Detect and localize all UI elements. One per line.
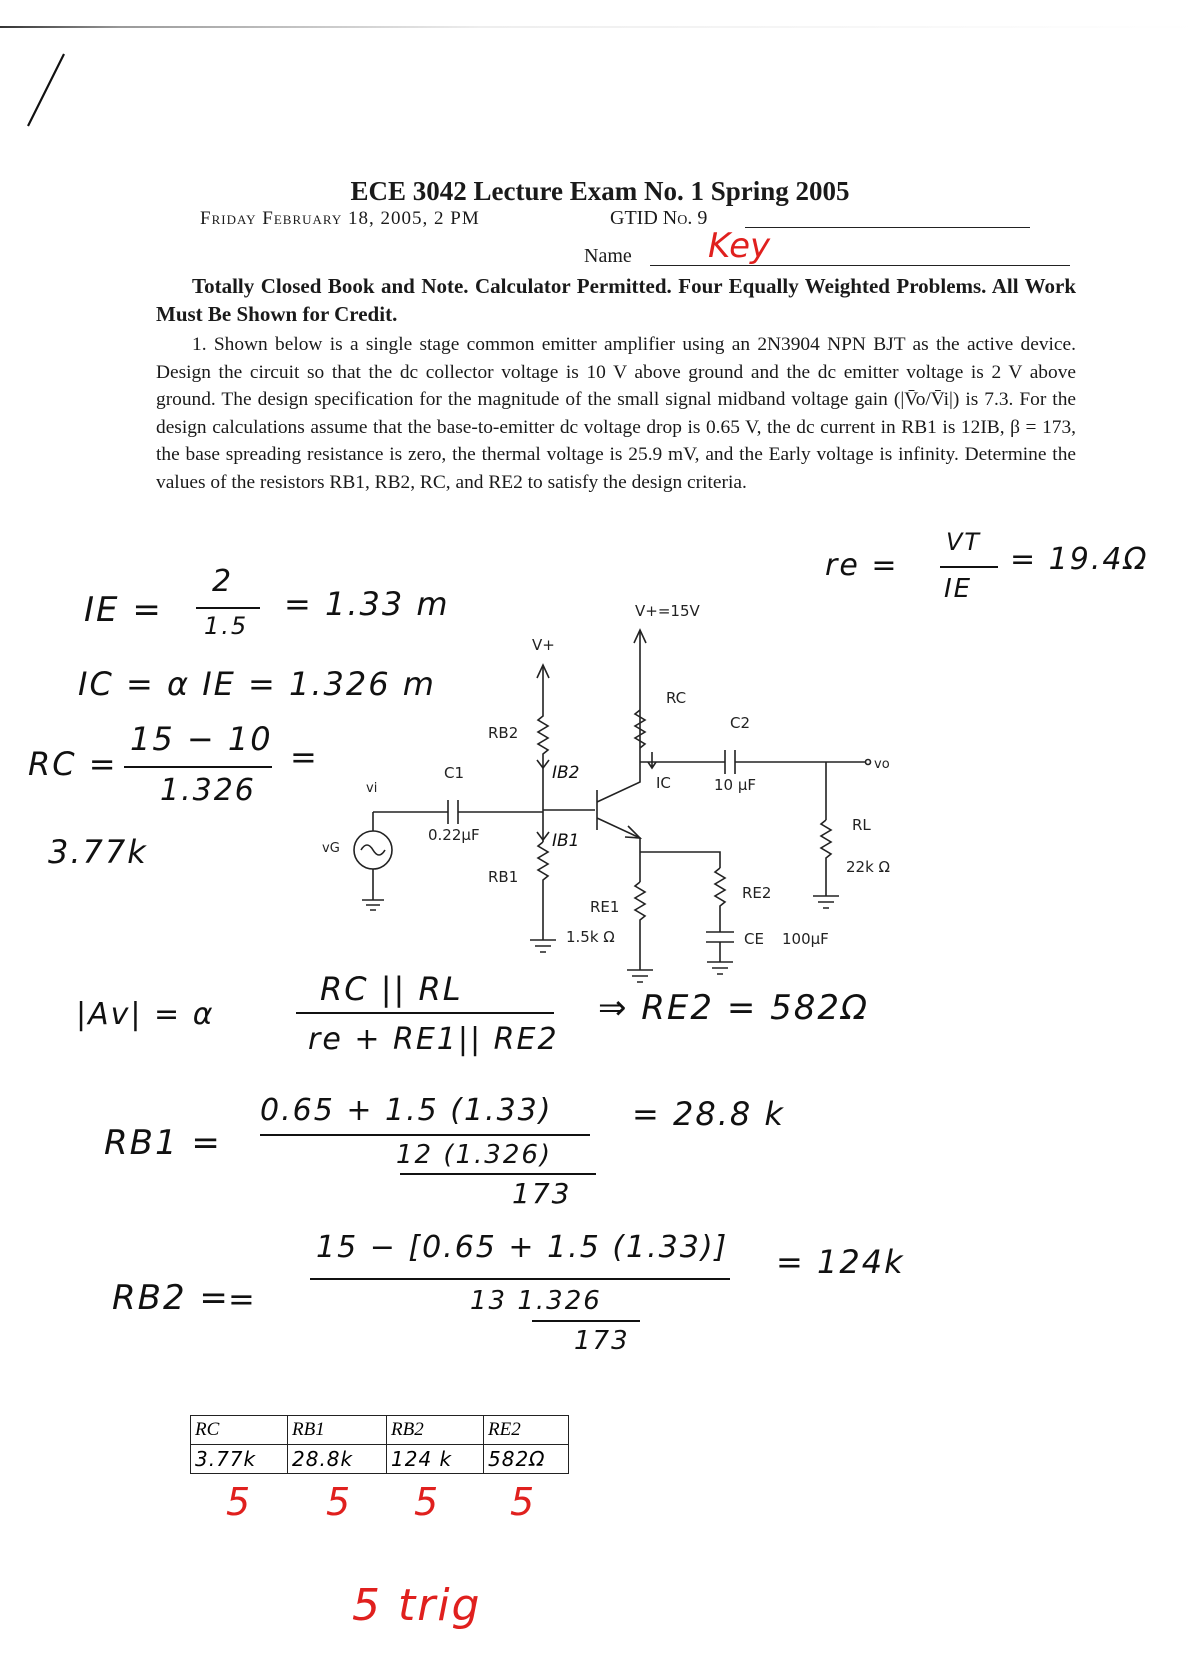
value-rb1: 28.8k — [288, 1445, 387, 1474]
re2-label: RE2 — [742, 884, 772, 902]
rc-label: RC — [666, 689, 687, 707]
ce-label: CE — [744, 930, 764, 948]
exam-title: ECE 3042 Lecture Exam No. 1 Spring 2005 — [350, 176, 850, 206]
re1-label: RE1 — [590, 898, 620, 916]
ic-line: IC = α IE = 1.326 m — [78, 665, 436, 703]
header-rb1: RB1 — [288, 1416, 387, 1445]
c1-capacitor — [448, 800, 458, 824]
exam-date: Friday February 18, 2005, 2 PM — [200, 208, 480, 229]
rc-den: 1.326 — [160, 773, 256, 808]
ce-capacitor — [706, 932, 734, 942]
rb1-resistor — [538, 842, 548, 940]
value-rb2: 124 k — [387, 1445, 484, 1474]
score-3: 5 — [414, 1480, 441, 1524]
ie-den: 1.5 — [204, 612, 249, 640]
score-2: 5 — [326, 1480, 353, 1524]
rb1-num: 0.65 + 1.5 (1.33) — [260, 1093, 553, 1128]
gtid-label: GTID No. 9 — [610, 207, 708, 229]
results-value-row — [191, 1445, 569, 1474]
value-rc: 3.77k — [191, 1445, 288, 1474]
c1-label: C1 — [444, 764, 465, 782]
results-header-row — [191, 1416, 569, 1445]
re2-resistor — [715, 868, 725, 912]
rl-value: 22k Ω — [846, 858, 891, 876]
av-num: RC || RL — [320, 970, 463, 1008]
rc-lhs: RC = — [28, 745, 118, 783]
rb1-den-bar — [400, 1173, 596, 1175]
rc-eq: = — [290, 738, 319, 776]
av-fraction-bar — [296, 1012, 554, 1014]
rb2-result: = 124k — [776, 1243, 905, 1281]
ie-lhs: IE = — [84, 590, 163, 630]
re-lhs: re = — [825, 548, 899, 583]
re-num: VT — [946, 528, 982, 556]
problem-text: 1. Shown below is a single stage common emitter amplifier using an 2N3904 NPN BJT as the active device. Design the circuit so that the dc collector voltage is 10 V above ground and the dc emitter voltage is 2 V above ground. The design specification for the magnitude of the small signal midband voltage gain (|V̄o/V̄i|) is 7.3. For the design calculations assume that the base-to-emitter dc voltage drop is 0.65 V, the dc current in RB1 is 12IB, β = 173, the base spreading resistance is zero, the thermal voltage is 25.9 mV, and the Early voltage is infinity. Determine the values of the resistors RB1, RB2, RC, and RE2 to satisfy the design criteria. — [156, 334, 1076, 493]
rb2-fraction-bar — [310, 1278, 730, 1280]
av-lhs: |Av| = α — [76, 997, 215, 1032]
c2-value: 10 μF — [714, 776, 757, 794]
rb2-den1: 13 1.326 — [470, 1286, 602, 1316]
rb1-label: RB1 — [488, 868, 519, 886]
rb2-eq: = — [228, 1280, 257, 1318]
ic-label: IC — [656, 774, 671, 792]
instructions: Totally Closed Book and Note. Calculator Permitted. Four Equally Weighted Problems. All Work Must Be Shown for Credit. — [156, 274, 1076, 326]
re1-value: 1.5k Ω — [566, 928, 615, 946]
rb2-den2: 173 — [574, 1326, 630, 1356]
name-value: Key — [708, 226, 771, 266]
ib2-label: IB2 — [552, 763, 580, 783]
rb2-num: 15 − [0.65 + 1.5 (1.33)] — [316, 1230, 729, 1265]
value-re2: 582Ω — [484, 1445, 569, 1474]
ib1-label: IB1 — [552, 831, 580, 851]
vcc-label: V+=15V — [635, 602, 700, 620]
re-den: IE — [944, 574, 973, 604]
rb1-den1: 12 (1.326) — [396, 1140, 553, 1170]
results-table — [190, 1415, 569, 1474]
c2-capacitor — [725, 750, 735, 774]
header-re2: RE2 — [484, 1416, 569, 1445]
rl-resistor — [821, 820, 831, 866]
score-1: 5 — [226, 1480, 253, 1524]
re-result: = 19.4Ω — [1010, 542, 1149, 577]
vi-label: vi — [366, 781, 378, 796]
vplus-label: V+ — [532, 636, 555, 654]
ie-num: 2 — [212, 564, 234, 599]
c1-value: 0.22μF — [428, 826, 480, 844]
av-result: ⇒ RE2 = 582Ω — [598, 988, 870, 1028]
name-label: Name — [584, 245, 632, 267]
rb1-result: = 28.8 k — [632, 1095, 785, 1133]
score-4: 5 — [510, 1480, 537, 1524]
av-den: re + RE1|| RE2 — [308, 1022, 559, 1057]
vo-label: vo — [874, 757, 890, 772]
vg-label: vG — [322, 841, 340, 856]
rb1-den2: 173 — [512, 1177, 572, 1210]
c2-label: C2 — [730, 714, 751, 732]
rl-label: RL — [852, 816, 871, 834]
score-total: 5 trig — [352, 1580, 482, 1631]
ce-value: 100μF — [782, 930, 829, 948]
rb1-fraction-bar — [260, 1134, 590, 1136]
ie-result: = 1.33 m — [284, 585, 450, 623]
rc-result: 3.77k — [48, 833, 148, 871]
rb2-den-bar — [532, 1320, 640, 1322]
header-rb2: RB2 — [387, 1416, 484, 1445]
rb2-lhs: RB2 = — [112, 1278, 230, 1318]
header-rc: RC — [191, 1416, 288, 1445]
rb1-lhs: RB1 = — [104, 1123, 222, 1163]
rc-num: 15 − 10 — [130, 720, 273, 758]
rb2-label: RB2 — [488, 724, 519, 742]
re1-resistor — [635, 882, 645, 970]
